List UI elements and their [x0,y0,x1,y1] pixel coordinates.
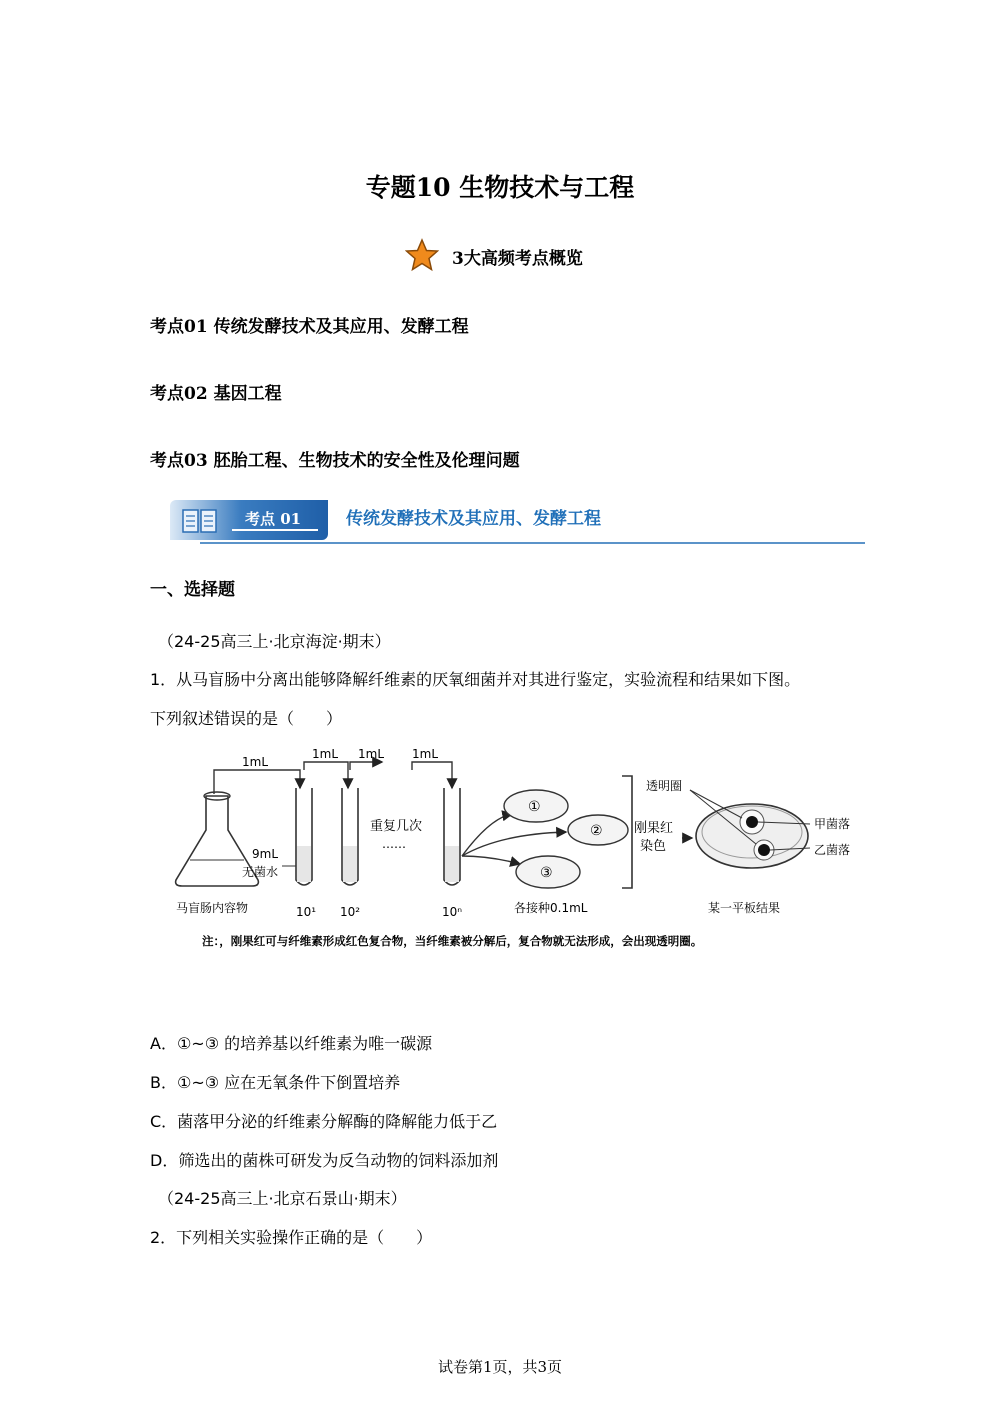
option-c: C．菌落甲分泌的纤维素分解酶的降解能力低于乙 [150,1112,498,1131]
plate-2 [568,815,628,845]
question-1-stem-line-1: 1．从马盲肠中分离出能够降解纤维素的厌氧细菌并对其进行鉴定，实验流程和结果如下图。 [150,670,801,689]
transfer-line-4 [412,762,452,788]
water-volume-label: 9mL [252,847,279,861]
result-plate [696,804,808,868]
section-title: 一、选择题 [150,580,235,600]
question-1-source: （24-25高三上·北京海淀·期末） [158,632,391,651]
star-icon [405,238,439,272]
colony-a-label: 甲菌落 [814,817,851,831]
tube-1-label: 10¹ [296,905,317,919]
question-1-stem-line-2: 下列叙述错误的是（ ） [150,709,343,728]
tube-2-label: 10² [340,905,361,919]
repeat-dots: …… [382,837,406,851]
transfer-line-3 [350,762,382,770]
transfer-label-1: 1mL [242,755,269,769]
water-label: 无菌水 [242,865,279,879]
key-point-1: 考点01 传统发酵技术及其应用、发酵工程 [150,317,469,337]
test-tube-2 [342,788,358,885]
plating-arrow-3 [462,856,520,864]
result-label: 某一平板结果 [708,901,781,915]
banner-rule [200,542,865,544]
plating-arrow-1 [462,814,512,856]
stain-label-2: 染色 [640,839,667,854]
banner-tab-label: 考点 01 [245,510,302,528]
experiment-figure [170,748,870,958]
plate-1 [504,790,568,822]
transfer-label-4: 1mL [412,748,439,761]
banner-tab-underline [232,529,318,531]
test-tube-1 [296,788,312,885]
question-2-stem: 2．下列相关实验操作正确的是（ ） [150,1228,433,1247]
option-a: A．①~③ 的培养基以纤维素为唯一碳源 [150,1034,433,1053]
question-2-source: （24-25高三上·北京石景山·期末） [158,1189,407,1208]
key-point-2: 考点02 基因工程 [150,384,282,404]
key-point-3: 考点03 胚胎工程、生物技术的安全性及伦理问题 [150,451,520,471]
book-icon [182,508,218,534]
stain-label-1: 刚果红 [634,821,674,836]
document-title: 专题10 生物技术与工程 [365,173,635,202]
halo-label: 透明圈 [646,779,683,793]
banner-heading: 传统发酵技术及其应用、发酵工程 [346,509,601,529]
transfer-label-2: 1mL [312,748,339,761]
plate-3-label: ③ [540,865,553,881]
option-b: B．①~③ 应在无氧条件下倒置培养 [150,1073,401,1092]
plating-arrow-2 [462,832,566,856]
tube-n-label: 10ⁿ [442,905,463,919]
page-footer: 试卷第1页，共3页 [437,1358,563,1376]
plate-1-label: ① [528,799,541,815]
overview-header [0,238,1000,274]
plate-3 [516,856,580,888]
test-tube-n [444,788,460,885]
colony-b-label: 乙菌落 [814,843,851,857]
plating-label: 各接种0.1mL [514,901,588,915]
flask-label: 马盲肠内容物 [176,901,249,915]
section-banner [170,498,870,546]
figure-note: 注：，刚果红可与纤维素形成红色复合物，当纤维素被分解后，复合物就无法形成，会出现透明圈。 [202,934,703,948]
transfer-line-2 [304,762,348,788]
plate-2-label: ② [590,823,603,839]
repeat-label: 重复几次 [370,819,423,834]
transfer-line-1 [214,770,300,794]
experiment-diagram [170,748,870,958]
transfer-label-3: 1mL [358,748,385,761]
overview-label: 3大高频考点概览 [452,249,583,269]
option-d: D．筛选出的菌株可研发为反刍动物的饲料添加剂 [150,1151,499,1170]
